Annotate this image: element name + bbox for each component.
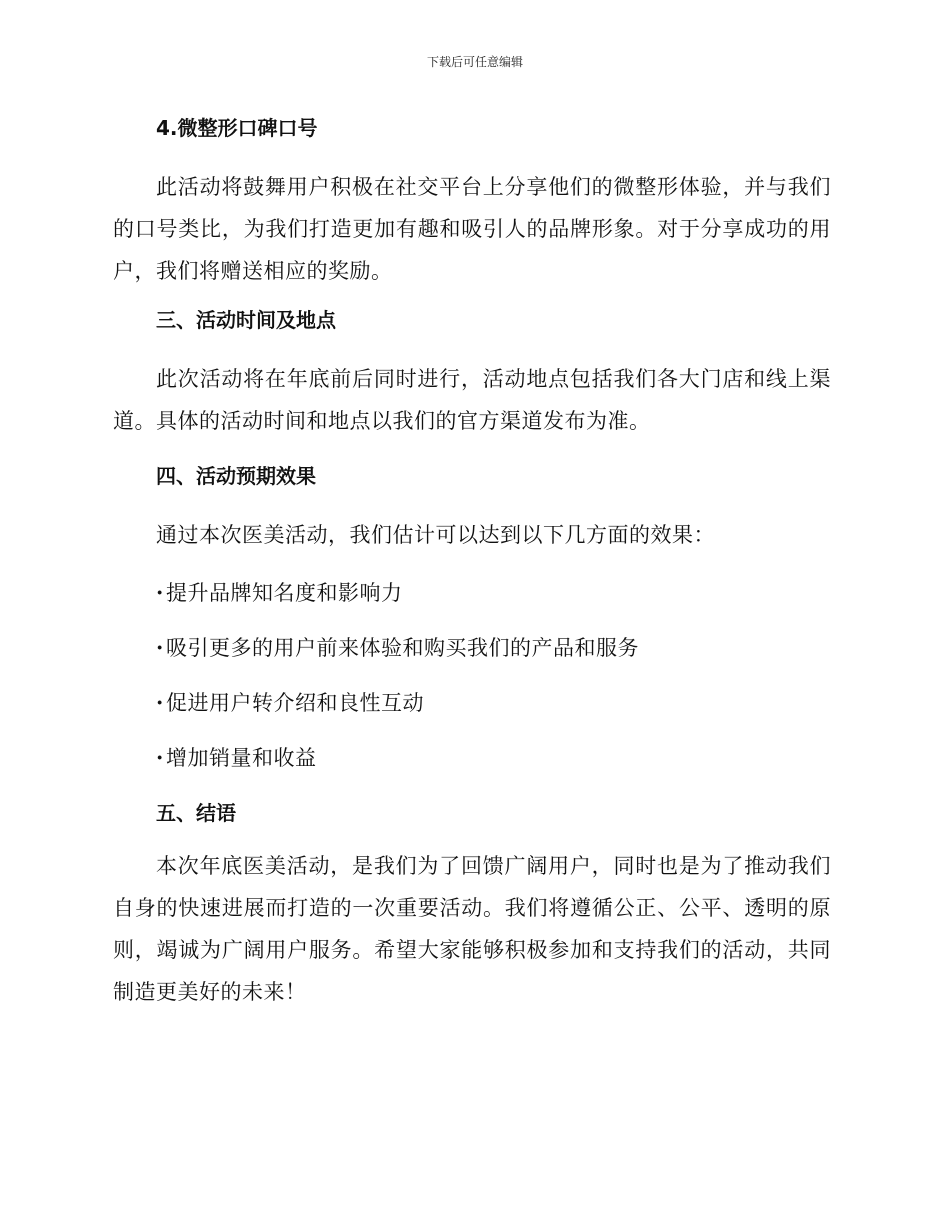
bullet-dot-icon: · (156, 635, 164, 660)
list-item-text: 吸引更多的用户前来体验和购买我们的产品和服务 (166, 636, 639, 660)
section-paragraph-micro-plastic-slogan: 此活动将鼓舞用户积极在社交平台上分享他们的微整形体验，并与我们的口号类比，为我们打造更加有趣和吸引人的品牌形象。对于分享成功的用户，我们将赠送相应的奖励。 (113, 175, 831, 283)
list-item (113, 740, 831, 776)
list-item-text: 增加销量和收益 (166, 746, 317, 770)
bullet-dot-icon: · (156, 690, 164, 715)
section-heading-expected-effect: 四、活动预期效果 (156, 464, 316, 488)
list-item (113, 685, 831, 721)
section-paragraph-time-place: 此次活动将在年底前后同时进行，活动地点包括我们各大门店和线上渠道。具体的活动时间和地点以我们的官方渠道发布为准。 (113, 367, 831, 433)
list-item (113, 630, 831, 666)
section-heading-conclusion: 五、结语 (156, 801, 236, 825)
list-item-text: 促进用户转介绍和良性互动 (166, 691, 424, 715)
list-item (113, 575, 831, 611)
list-item-text: 提升品牌知名度和影响力 (166, 581, 403, 605)
section-heading-micro-plastic-slogan: 4.微整形口碑口号 (156, 116, 318, 140)
page-header-note: 下载后可任意编辑 (426, 55, 523, 69)
document-body (113, 110, 831, 1013)
bullet-dot-icon: · (156, 580, 164, 605)
section-paragraph-expected-effect-intro: 通过本次医美活动，我们估计可以达到以下几方面的效果： (156, 523, 715, 547)
section-paragraph-conclusion: 本次年底医美活动，是我们为了回馈广阔用户，同时也是为了推动我们自身的快速进展而打造的一次重要活动。我们将遵循公正、公平、透明的原则，竭诚为广阔用户服务。希望大家能够积极参加和支持我们的活动，共同制造更美好的未来！ (113, 854, 831, 1004)
bullet-dot-icon: · (156, 745, 164, 770)
section-heading-time-place: 三、活动时间及地点 (156, 308, 336, 332)
